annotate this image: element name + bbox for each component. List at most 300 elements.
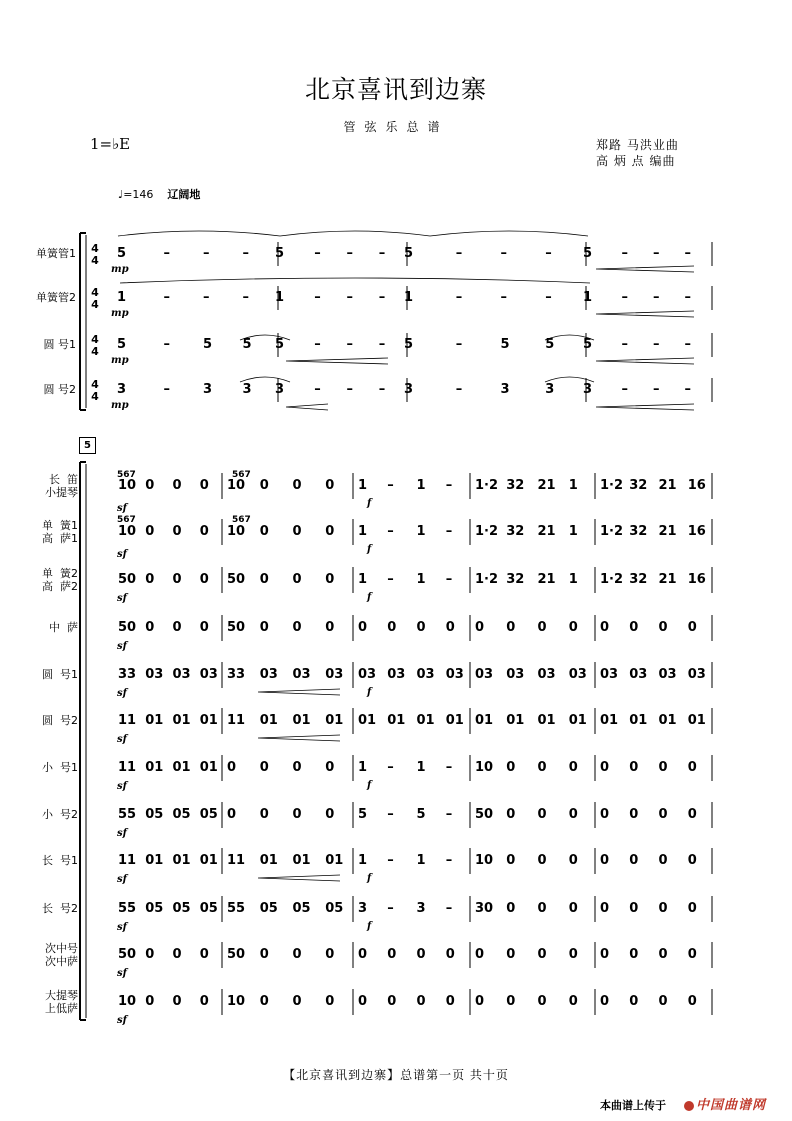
note: 03 [537, 667, 556, 682]
note: – [378, 382, 386, 397]
note: – [684, 246, 691, 261]
note: 01 [292, 713, 311, 728]
dynamic-mp: mp [111, 264, 129, 275]
note: – [653, 290, 660, 305]
note: 1 [275, 290, 285, 305]
note: 5 [117, 246, 127, 261]
note: 1 [358, 760, 368, 775]
note: 0 [506, 994, 516, 1009]
note: 03 [475, 667, 494, 682]
note: 0 [199, 994, 209, 1009]
note: 0 [199, 947, 209, 962]
note: 0 [506, 620, 516, 635]
tempo-value: ♩=146 [118, 188, 154, 201]
note: 1·2 [475, 524, 499, 539]
note: – [455, 290, 463, 305]
note: 0 [506, 947, 516, 962]
note: 01 [259, 853, 278, 868]
tempo-expression: 辽阔地 [167, 188, 201, 201]
note: 5 [275, 337, 285, 352]
note: 5 [416, 807, 426, 822]
dynamic-sf: sf [117, 781, 127, 792]
grace-notes: 567 [117, 470, 136, 480]
note: 0 [658, 901, 668, 916]
note: – [346, 290, 353, 305]
note: 0 [445, 994, 455, 1009]
note: 05 [325, 901, 344, 916]
note: 03 [325, 667, 344, 682]
note: 1 [416, 853, 426, 868]
score-title: 北京喜讯到边寨 [304, 75, 487, 104]
time-signature-bottom: 4 [91, 254, 99, 267]
note: – [203, 246, 210, 261]
note: – [684, 382, 691, 397]
note: – [653, 382, 660, 397]
note: 0 [475, 947, 485, 962]
note: – [378, 337, 386, 352]
instrument-label: 大提琴 上低萨 [45, 989, 78, 1015]
note: 50 [227, 620, 246, 635]
note: – [378, 290, 386, 305]
note: 32 [506, 572, 525, 587]
note: 0 [416, 947, 426, 962]
tie-slur [545, 377, 594, 382]
note: – [621, 337, 628, 352]
tie-slur [240, 377, 290, 382]
note: 32 [629, 524, 648, 539]
note: 0 [658, 620, 668, 635]
note: 10 [118, 994, 137, 1009]
note: 0 [358, 994, 368, 1009]
note: – [500, 246, 507, 261]
note: 3 [500, 382, 510, 397]
note: 0 [145, 994, 155, 1009]
note: 10 [475, 853, 494, 868]
note: 1 [358, 572, 368, 587]
instrument-label: 次中号 次中萨 [45, 942, 78, 968]
note: – [163, 382, 170, 397]
note: 01 [199, 853, 218, 868]
time-signature-top: 4 [91, 242, 99, 255]
note: 32 [506, 478, 525, 493]
note: 0 [537, 807, 547, 822]
note: 03 [259, 667, 278, 682]
note: 21 [658, 572, 677, 587]
dynamic-sf: sf [117, 549, 127, 560]
dynamic-f: f [367, 780, 372, 791]
logo-text: 中国曲谱网 [696, 1098, 767, 1113]
note: 0 [145, 947, 155, 962]
instrument-label: 中 萨 [49, 621, 78, 634]
upload-note: 本曲谱上传于 [600, 1099, 666, 1112]
note: 0 [325, 620, 335, 635]
note: – [445, 478, 453, 493]
note: – [500, 290, 507, 305]
note: – [314, 290, 321, 305]
note: 55 [118, 901, 137, 916]
note: 01 [475, 713, 494, 728]
dynamic-mp: mp [111, 308, 129, 319]
note: 0 [292, 760, 302, 775]
note: 0 [629, 901, 639, 916]
crescendo-hairpin [596, 311, 694, 317]
note: 0 [568, 853, 578, 868]
dynamic-sf: sf [117, 593, 127, 604]
crescendo-hairpin [596, 358, 694, 364]
note: 1 [358, 524, 368, 539]
note: 0 [325, 572, 335, 587]
note: 0 [629, 620, 639, 635]
note: – [653, 337, 660, 352]
note: – [314, 382, 321, 397]
note: 1 [416, 524, 426, 539]
dynamic-f: f [367, 873, 372, 884]
note: 03 [387, 667, 406, 682]
note: 0 [259, 994, 269, 1009]
note: 0 [506, 853, 516, 868]
note: 5 [583, 337, 593, 352]
note: – [387, 478, 394, 493]
note: 03 [568, 667, 587, 682]
note: 05 [172, 901, 191, 916]
dynamic-sf: sf [117, 734, 127, 745]
note: 10 [227, 524, 246, 539]
note: 0 [629, 760, 639, 775]
crescendo-hairpin [286, 404, 328, 410]
note: 3 [203, 382, 213, 397]
note: 0 [227, 807, 237, 822]
note: – [378, 246, 386, 261]
note: 0 [292, 620, 302, 635]
note: 0 [658, 760, 668, 775]
globe-icon [684, 1101, 694, 1111]
note: 0 [145, 524, 155, 539]
note: 01 [292, 853, 311, 868]
note: 5 [117, 337, 127, 352]
note: 1 [404, 290, 414, 305]
time-signature-bottom: 4 [91, 390, 99, 403]
note: 0 [475, 994, 485, 1009]
instrument-label: 圆 号2 [42, 714, 78, 727]
note: – [445, 807, 453, 822]
phrase-slur [280, 231, 430, 236]
phrase-slur [430, 231, 588, 236]
note: 5 [500, 337, 510, 352]
time-signature-top: 4 [91, 286, 99, 299]
note: 05 [259, 901, 278, 916]
note: 3 [358, 901, 368, 916]
note: 1·2 [475, 478, 499, 493]
note: 11 [118, 853, 137, 868]
note: – [445, 524, 453, 539]
key-signature: 1=♭E [90, 135, 131, 153]
note: – [445, 760, 453, 775]
instrument-label: 长 笛 小提琴 [45, 473, 78, 499]
note: 10 [475, 760, 494, 775]
note: 05 [199, 901, 218, 916]
instrument-label: 圆 号2 [43, 383, 76, 396]
note: 0 [172, 947, 182, 962]
note: 0 [325, 760, 335, 775]
note: 1 [117, 290, 127, 305]
note: 1 [583, 290, 593, 305]
note: 03 [172, 667, 191, 682]
time-signature-top: 4 [91, 378, 99, 391]
note: 5 [583, 246, 593, 261]
note: 0 [600, 807, 610, 822]
grace-notes: 567 [232, 515, 251, 525]
page-footer: 【北京喜讯到边寨】总谱第一页 共十页 [283, 1068, 509, 1082]
note: 05 [172, 807, 191, 822]
note: 0 [600, 620, 610, 635]
note: 33 [227, 667, 246, 682]
note: 01 [568, 713, 587, 728]
note: 0 [259, 572, 269, 587]
note: 0 [199, 524, 209, 539]
instrument-label: 小 号1 [42, 761, 78, 774]
note: – [163, 337, 170, 352]
dynamic-sf: sf [117, 828, 127, 839]
note: 01 [325, 853, 344, 868]
note: 0 [629, 807, 639, 822]
note: 0 [568, 620, 578, 635]
time-signature-bottom: 4 [91, 298, 99, 311]
note: 21 [537, 524, 556, 539]
note: – [455, 337, 463, 352]
crescendo-hairpin [286, 358, 388, 364]
note: 01 [259, 713, 278, 728]
note: 0 [199, 478, 209, 493]
note: – [387, 524, 394, 539]
note: 5 [242, 337, 252, 352]
note: 10 [227, 478, 246, 493]
note: 01 [325, 713, 344, 728]
note: 50 [118, 572, 137, 587]
note: 0 [259, 478, 269, 493]
note: 3 [404, 382, 414, 397]
note: – [163, 246, 170, 261]
note: 5 [404, 337, 414, 352]
note: 11 [227, 853, 246, 868]
note: 01 [172, 713, 191, 728]
note: 33 [118, 667, 137, 682]
note: – [387, 807, 394, 822]
note: 32 [506, 524, 525, 539]
note: 0 [292, 947, 302, 962]
note: 1·2 [600, 572, 624, 587]
note: 5 [404, 246, 414, 261]
dynamic-f: f [367, 921, 372, 932]
dynamic-f: f [367, 592, 372, 603]
time-signature-bottom: 4 [91, 345, 99, 358]
note: 0 [292, 478, 302, 493]
note: 0 [227, 760, 237, 775]
tie-slur [240, 335, 290, 340]
note: 3 [275, 382, 285, 397]
note: – [545, 246, 552, 261]
note: 0 [506, 807, 516, 822]
note: 03 [506, 667, 525, 682]
composer-line: 郑路 马洪业曲 [596, 138, 679, 152]
note: 0 [145, 620, 155, 635]
dynamic-mp: mp [111, 400, 129, 411]
note: 21 [537, 572, 556, 587]
dynamic-f: f [367, 498, 372, 509]
note: 0 [600, 994, 610, 1009]
note: 11 [118, 713, 137, 728]
note: 01 [629, 713, 648, 728]
dynamic-sf: sf [117, 503, 127, 514]
instrument-label: 单 簧1 高 萨1 [42, 519, 78, 545]
note: 0 [629, 947, 639, 962]
note: 5 [275, 246, 285, 261]
note: 0 [475, 620, 485, 635]
note: 3 [117, 382, 127, 397]
dynamic-f: f [367, 687, 372, 698]
note: – [621, 382, 628, 397]
note: 55 [227, 901, 246, 916]
note: 03 [658, 667, 677, 682]
note: – [387, 901, 394, 916]
crescendo-hairpin [258, 735, 340, 741]
note: 11 [118, 760, 137, 775]
note: 01 [387, 713, 406, 728]
note: 0 [600, 853, 610, 868]
note: 5 [203, 337, 213, 352]
note: 1·2 [600, 478, 624, 493]
note: 0 [658, 807, 668, 822]
note: 05 [292, 901, 311, 916]
note: 01 [445, 713, 464, 728]
note: 0 [568, 994, 578, 1009]
note: 01 [687, 713, 706, 728]
note: 50 [118, 947, 137, 962]
crescendo-hairpin [596, 404, 694, 410]
note: 0 [292, 994, 302, 1009]
note: 0 [506, 901, 516, 916]
note: 05 [145, 901, 164, 916]
note: 3 [242, 382, 252, 397]
note: 30 [475, 901, 494, 916]
note: 03 [445, 667, 464, 682]
note: 05 [199, 807, 218, 822]
note: 03 [145, 667, 164, 682]
note: 0 [259, 807, 269, 822]
note: 1 [358, 853, 368, 868]
note: 0 [325, 947, 335, 962]
note: 1 [416, 572, 426, 587]
note: 0 [416, 994, 426, 1009]
note: – [387, 853, 394, 868]
note: 10 [118, 524, 137, 539]
dynamic-f: f [367, 544, 372, 555]
note: 50 [475, 807, 494, 822]
note: 0 [292, 807, 302, 822]
note: 01 [358, 713, 377, 728]
note: 0 [199, 620, 209, 635]
note: – [203, 290, 210, 305]
note: 0 [358, 620, 368, 635]
note: 0 [687, 620, 697, 635]
note: 0 [416, 620, 426, 635]
note: 05 [145, 807, 164, 822]
time-signature-top: 4 [91, 333, 99, 346]
note: 0 [145, 572, 155, 587]
note: 03 [629, 667, 648, 682]
score-subtitle: 管弦乐总谱 [343, 120, 449, 134]
note: 0 [537, 760, 547, 775]
note: – [445, 572, 453, 587]
instrument-label: 圆 号1 [42, 668, 78, 681]
note: 3 [416, 901, 426, 916]
note: – [653, 246, 660, 261]
note: – [445, 853, 453, 868]
note: 0 [658, 994, 668, 1009]
note: 01 [600, 713, 619, 728]
note: 0 [325, 807, 335, 822]
note: – [163, 290, 170, 305]
note: 0 [259, 760, 269, 775]
note: 0 [145, 478, 155, 493]
note: 0 [658, 947, 668, 962]
note: 21 [537, 478, 556, 493]
note: 1 [358, 478, 368, 493]
note: 01 [145, 760, 164, 775]
note: 21 [658, 524, 677, 539]
dynamic-sf: sf [117, 874, 127, 885]
grace-notes: 567 [232, 470, 251, 480]
note: – [545, 290, 552, 305]
note: – [242, 246, 249, 261]
note: – [455, 382, 463, 397]
note: 0 [568, 947, 578, 962]
phrase-slur [120, 278, 590, 283]
note: – [314, 337, 321, 352]
dynamic-mp: mp [111, 355, 129, 366]
note: – [346, 382, 353, 397]
note: 10 [227, 994, 246, 1009]
note: 01 [658, 713, 677, 728]
note: 0 [537, 620, 547, 635]
arranger-line: 高 炳 点 编曲 [596, 154, 676, 168]
instrument-label: 长 号2 [42, 902, 78, 915]
note: 0 [658, 853, 668, 868]
note: – [621, 290, 628, 305]
note: – [314, 246, 321, 261]
note: 1 [416, 760, 426, 775]
crescendo-hairpin [258, 875, 340, 881]
dynamic-sf: sf [117, 1015, 127, 1026]
note: 01 [199, 713, 218, 728]
note: 0 [387, 947, 397, 962]
note: 0 [687, 901, 697, 916]
note: 0 [292, 524, 302, 539]
note: 0 [568, 760, 578, 775]
note: 16 [687, 524, 706, 539]
note: 03 [687, 667, 706, 682]
note: 50 [227, 947, 246, 962]
note: 0 [259, 620, 269, 635]
note: – [455, 246, 463, 261]
instrument-label: 小 号2 [42, 808, 78, 821]
note: 0 [629, 994, 639, 1009]
note: 1·2 [475, 572, 499, 587]
note: 0 [445, 947, 455, 962]
note: 0 [199, 572, 209, 587]
crescendo-hairpin [258, 689, 340, 695]
note: 1 [568, 572, 578, 587]
note: – [621, 246, 628, 261]
